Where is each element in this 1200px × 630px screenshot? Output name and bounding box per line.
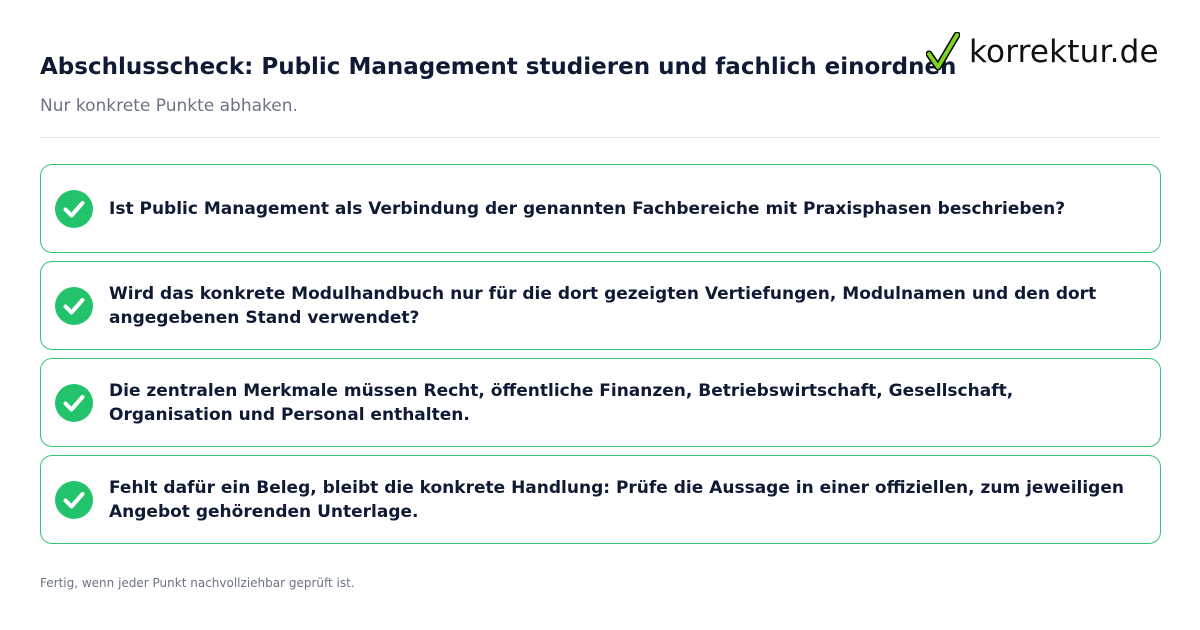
checkmark-icon	[926, 32, 960, 72]
logo-wordmark: korrektur.de	[969, 34, 1159, 70]
header-divider	[40, 137, 1160, 138]
check-circle-icon	[55, 190, 93, 228]
page-title: Abschlusscheck: Public Management studieren und fachlich einordnen	[40, 54, 957, 80]
brand-logo[interactable]	[926, 30, 1159, 74]
checklist-item-text: Ist Public Management als Verbindung der genannten Fachbereiche mit Praxisphasen beschrieben?	[109, 198, 1066, 219]
checklist-item-text: Fehlt dafür ein Beleg, bleibt die konkrete Handlung: Prüfe die Aussage in einer offiziellen, zum jeweiligen Angebot gehörenden Unterlage.	[109, 477, 1124, 522]
checklist-item[interactable]	[40, 261, 1161, 350]
checklist-item[interactable]	[40, 358, 1161, 447]
checklist-item-text: Wird das konkrete Modulhandbuch nur für die dort gezeigten Vertiefungen, Modulnamen und den dort angegebenen Stand verwendet?	[109, 283, 1097, 328]
page-subtitle: Nur konkrete Punkte abhaken.	[40, 96, 298, 116]
checklist-item-text: Die zentralen Merkmale müssen Recht, öffentliche Finanzen, Betriebswirtschaft, Gesellschaft, Organisation und Personal enthalten.	[109, 380, 1014, 425]
check-circle-icon	[55, 384, 93, 422]
check-circle-icon	[55, 481, 93, 519]
footer-note: Fertig, wenn jeder Punkt nachvollziehbar geprüft ist.	[40, 576, 355, 590]
check-circle-icon	[55, 287, 93, 325]
checklist	[40, 164, 1161, 552]
checklist-item[interactable]	[40, 455, 1161, 544]
checklist-item[interactable]	[40, 164, 1161, 253]
